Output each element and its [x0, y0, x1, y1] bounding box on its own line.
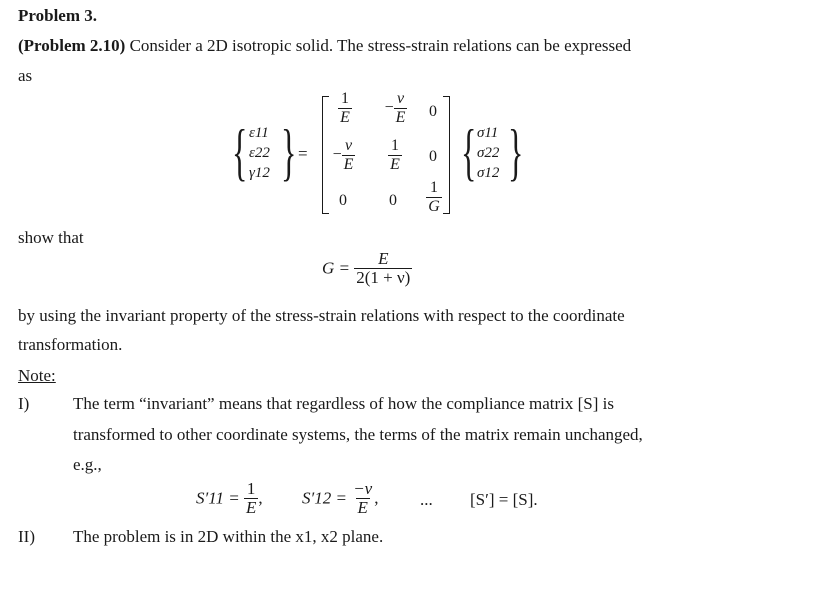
body-line-1: by using the invariant property of the stress-strain relations with respect to the coordinate: [18, 306, 625, 325]
equals-sign: =: [298, 144, 308, 163]
strain-11: ε11: [249, 125, 269, 141]
problem-heading: Problem 3.: [18, 6, 98, 25]
shear-modulus-equation: [322, 250, 412, 287]
matrix-cell-3-2: 0: [389, 192, 397, 209]
matrix-cell-1-2: − $\frac{\nu}{E}$: [384, 90, 406, 126]
intro-text: Consider a 2D isotropic solid. The stress-strain relations can be expressed: [129, 36, 632, 55]
strain-left-brace: {: [232, 116, 248, 187]
invariance-statement: [S′] = [S].: [470, 490, 538, 509]
stress-vector: [477, 123, 499, 183]
example-ellipsis: ...: [420, 490, 433, 509]
matrix-cell-2-2: $\frac{1}{E}$: [390, 137, 400, 173]
note-1-line-1: The term “invariant” means that regardless of how the compliance matrix [S] is: [73, 394, 614, 413]
stress-left-brace: {: [461, 116, 477, 187]
matrix-cell-1-3: 0: [429, 103, 437, 120]
strain-12: γ12: [249, 165, 270, 181]
note-2-marker: II): [18, 527, 35, 546]
show-that-text: show that: [18, 228, 84, 247]
strain-22: ε22: [249, 145, 270, 161]
note-label: Note:: [18, 366, 56, 385]
matrix-cell-2-1: − $\frac{\nu}{E}$: [332, 137, 354, 173]
note-2-line-1: The problem is in 2D within the x1, x2 plane.: [73, 527, 384, 546]
matrix-cell-2-3: 0: [429, 148, 437, 165]
strain-vector: [249, 123, 270, 183]
body-line-2: transformation.: [18, 335, 123, 354]
matrix-right-bracket: [443, 96, 450, 214]
intro-line-2: as: [18, 66, 33, 85]
g-fraction: $\frac{E}{2(1 + \nu)}$: [356, 249, 411, 287]
stress-12: σ12: [477, 165, 500, 181]
matrix-cell-3-1: 0: [339, 192, 347, 209]
matrix-cell-1-1: $\frac{1}{E}$: [340, 90, 350, 126]
note-1-marker: I): [18, 394, 30, 413]
note-1-line-3: e.g.,: [73, 455, 102, 474]
matrix-cell-3-3: $\frac{1}{G}$: [428, 179, 440, 215]
example-equation-s11: S′11 = $\frac{1}{E}$ ,: [196, 479, 263, 517]
g-lhs: G =: [322, 258, 350, 278]
intro-line-1: [18, 36, 631, 56]
example-equation-s12: S′12 = $\frac{-\nu}{E}$ ,: [302, 479, 379, 517]
note-1-line-2: transformed to other coordinate systems, the terms of the matrix remain unchanged,: [73, 425, 643, 444]
strain-right-brace: }: [281, 116, 297, 187]
problem-reference: (Problem 2.10): [18, 36, 126, 55]
stress-22: σ22: [477, 145, 500, 161]
stress-right-brace: }: [508, 116, 524, 187]
stress-11: σ11: [477, 125, 499, 141]
